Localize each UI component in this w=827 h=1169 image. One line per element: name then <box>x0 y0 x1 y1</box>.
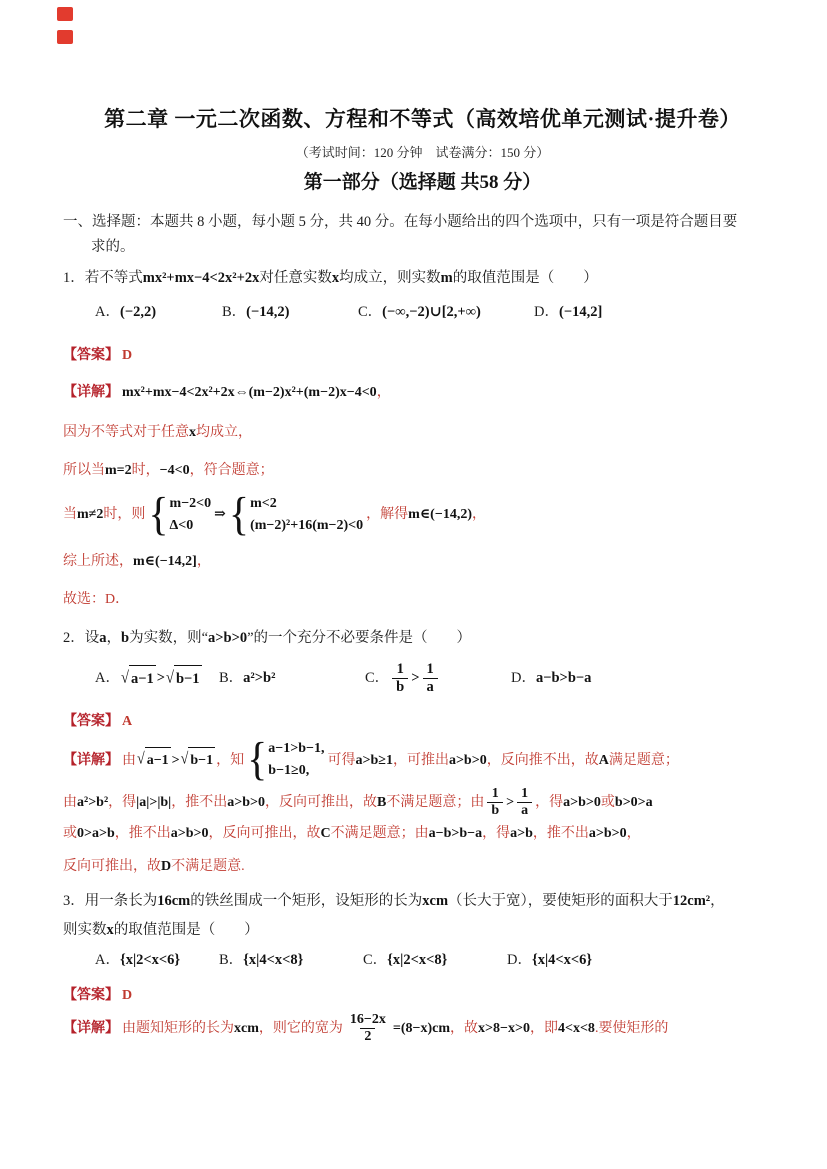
math-inline: mx²+mx−4<2x²+2x <box>142 270 260 286</box>
math-inline: x>8−x>0 <box>478 1021 530 1037</box>
system-row: m<2 <box>250 496 277 511</box>
math-inline: =(8−x)cm <box>392 1021 451 1037</box>
math-inline: a²>b² <box>77 794 109 810</box>
text-run: 则实数 <box>63 921 107 938</box>
left-brace: { <box>228 489 250 540</box>
question-3-answer-line <box>63 983 782 1008</box>
system-rows <box>250 493 363 536</box>
question-3-option-d <box>507 947 782 973</box>
text-run: 对任意实数 <box>259 270 332 286</box>
sqrt-expression <box>181 747 215 773</box>
text-run: ，得 <box>535 794 564 810</box>
math-inline: m∈(−14,2] <box>133 554 197 570</box>
system-rows <box>170 493 212 536</box>
fraction-numerator: 1 <box>426 661 434 678</box>
text-run: 的取值范围是（ ） <box>452 270 598 286</box>
text-run: ， <box>626 825 641 841</box>
question-2-explanation-line3 <box>63 821 782 846</box>
system-row: Δ<0 <box>169 517 194 533</box>
explanation-label: 【详解】 <box>63 1021 119 1037</box>
exam-info: （考试时间：120 分钟 试卷满分：150 分） <box>295 145 550 160</box>
text-run: ， <box>710 892 725 909</box>
math-inline: A <box>598 752 609 768</box>
text-run: 当 <box>63 507 77 523</box>
system-row: a−1>b−1, <box>268 741 325 757</box>
text-run: D． <box>511 670 536 687</box>
question-2-options <box>63 655 782 701</box>
question-2-explanation-line2 <box>63 786 782 819</box>
math-inline: b>0>a <box>614 794 653 810</box>
system-row: (m−2)²+16(m−2)<0 <box>250 517 364 533</box>
math-inline: C <box>320 825 331 841</box>
text-run: 故选：D． <box>63 592 130 608</box>
math-inline: a²>b² <box>243 670 276 687</box>
question-1-answer-line <box>63 343 782 368</box>
math-inline: > <box>171 752 180 768</box>
text-run: .要使矩形的 <box>594 1021 669 1037</box>
math-inline: mx²+mx−4<2x²+2x⇔(m−2)x²+(m−2)x−4<0 <box>122 385 377 400</box>
revision-mark-icon <box>57 30 73 44</box>
math-inline: > <box>506 794 515 810</box>
question-1-explanation-line3 <box>63 458 782 483</box>
text-run: 由题知矩形的长为 <box>122 1021 234 1037</box>
text-run: ，推不出 <box>171 794 228 810</box>
math-inline: {x|4<x<6} <box>531 951 593 968</box>
text-run: ，符合题意； <box>189 463 274 478</box>
text-run: 均成立， <box>196 425 252 440</box>
sqrt-expression <box>166 665 202 692</box>
math-inline: D <box>161 858 172 874</box>
question-1-option-c <box>358 299 534 325</box>
math-inline: 4<x<8 <box>557 1021 595 1037</box>
text-run: 所以当 <box>63 463 105 478</box>
answer-label: 【答案】 <box>63 348 119 363</box>
question-3-explanation-line1 <box>63 1012 782 1045</box>
text-run: 满足题意； <box>608 752 679 768</box>
math-inline: 16cm <box>157 892 191 909</box>
math-inline: {x|2<x<8} <box>387 951 448 968</box>
section-instructions-line1: 一、选择题：本题共 8 小题，每小题 5 分，共 40 分。在每小题给出的四个选项中，只有一项是符合题目要 <box>63 214 738 230</box>
fraction-denominator: b <box>487 802 503 819</box>
fraction <box>423 661 438 695</box>
text-run: B． <box>219 670 244 687</box>
text-run: C． <box>365 670 390 687</box>
question-1-explanation-case <box>63 489 782 540</box>
question-2-option-b <box>219 665 365 691</box>
text-run: 或 <box>63 825 77 841</box>
math-inline: a>b>0 <box>448 752 487 768</box>
question-2-explanation-line1 <box>63 734 782 786</box>
text-run: ，反向推不出，故 <box>486 752 599 768</box>
inequality-system <box>247 734 325 786</box>
radicand: a−1 <box>129 665 156 692</box>
text-run: ，解得 <box>366 507 409 523</box>
math-inline: m <box>440 270 453 286</box>
system-row: m−2<0 <box>169 496 212 511</box>
radicand: b−1 <box>188 747 215 773</box>
text-run: C． <box>363 951 388 968</box>
text-run: 或 <box>600 794 615 810</box>
math-inline: a−b>b−a <box>535 670 592 687</box>
fraction-numerator: 1 <box>396 661 404 678</box>
text-run: ”的一个充分不必要条件是（ ） <box>247 630 472 647</box>
question-2-option-d <box>511 665 782 691</box>
text-run: （长大于宽），要使矩形的面积大于 <box>448 892 673 909</box>
math-inline: −4<0 <box>159 463 190 478</box>
math-inline: a>b>0 <box>563 794 601 810</box>
inequality-system <box>148 489 212 540</box>
text-run: ，反向可推出，故 <box>265 794 378 810</box>
text-run: 不满足题意；由 <box>330 825 429 841</box>
text-run: 反向可推出，故 <box>63 858 161 874</box>
text-run: ，反向可推出，故 <box>208 825 321 841</box>
question-3-option-a <box>95 947 219 973</box>
question-2-explanation-line4 <box>63 854 782 879</box>
math-inline: B <box>377 794 387 810</box>
radicand: a−1 <box>145 747 171 773</box>
text-run: 3．用一条长为 <box>63 892 158 909</box>
text-run: ，推不出 <box>532 825 589 841</box>
math-inline: {x|2<x<6} <box>119 951 181 968</box>
answer-label: 【答案】 <box>63 714 119 730</box>
text-run: 为实数，则“ <box>129 630 209 647</box>
text-run: A． <box>95 304 120 320</box>
math-inline: (−14,2] <box>558 304 603 320</box>
text-run: 可得 <box>327 752 356 768</box>
math-inline: x <box>331 270 340 286</box>
text-run: ，故 <box>450 1021 479 1037</box>
math-inline: a>b>0 <box>208 630 248 647</box>
text-run: 1．若不等式 <box>63 270 143 286</box>
text-run: B． <box>219 951 244 968</box>
text-run: ， <box>196 554 211 570</box>
text-run: ， <box>471 507 486 523</box>
text-run: B． <box>222 304 247 320</box>
explanation-content <box>122 734 679 786</box>
text-run: ，知 <box>216 752 245 768</box>
fraction <box>517 786 532 819</box>
math-inline: a>b>0 <box>170 825 209 841</box>
question-1-option-b <box>222 299 358 325</box>
inequality-system <box>228 489 364 540</box>
question-1-options <box>63 299 782 325</box>
text-run: A． <box>95 670 120 687</box>
question-1-explanation-line5 <box>63 549 782 574</box>
question-2-stem <box>63 626 782 651</box>
fraction-numerator: 16−2x <box>349 1011 386 1027</box>
fraction <box>392 661 408 695</box>
text-run: 不满足题意；由 <box>386 794 485 810</box>
text-run: 的取值范围是（ ） <box>113 921 259 938</box>
math-inline: a>b≥1 <box>355 752 393 768</box>
math-inline: xcm <box>234 1021 259 1037</box>
text-run: C． <box>358 304 383 320</box>
math-inline: > <box>156 670 165 687</box>
math-inline: x <box>189 425 196 440</box>
text-run: 因为不等式对于任意 <box>63 425 189 440</box>
text-run: A． <box>95 951 120 968</box>
radical-sign: √ <box>137 750 145 769</box>
fraction-denominator: 2 <box>360 1028 375 1045</box>
text-run: D． <box>534 304 559 320</box>
text-run: ，得 <box>108 794 137 810</box>
text-run: 时， <box>131 463 160 478</box>
fraction-numerator: 1 <box>491 785 499 801</box>
explanation-content <box>122 385 391 400</box>
math-inline: a>b <box>510 825 533 841</box>
math-inline: a>b>0 <box>588 825 627 841</box>
radical-sign: √ <box>165 668 174 688</box>
text-run: 时，则 <box>103 507 146 523</box>
explanation-label: 【详解】 <box>63 752 119 768</box>
math-inline: > <box>411 670 420 687</box>
math-inline: m∈(−14,2) <box>408 507 472 523</box>
text-run: ，则它的宽为 <box>258 1021 343 1037</box>
math-inline: xcm <box>422 892 449 909</box>
question-1-option-a <box>95 299 222 325</box>
question-3-options <box>63 947 782 973</box>
math-inline: b <box>121 630 130 647</box>
explanation-label: 【详解】 <box>63 385 119 400</box>
question-3-option-c <box>363 947 507 973</box>
text-run: ，推不出 <box>114 825 171 841</box>
text-run: 不满足题意. <box>171 858 245 874</box>
question-2-option-c <box>365 661 511 695</box>
math-inline: (−∞,−2)∪[2,+∞) <box>382 304 481 320</box>
math-inline: (−2,2) <box>119 304 157 320</box>
question-1-stem <box>63 266 782 291</box>
text-run: D． <box>507 951 532 968</box>
text-run: 综上所述， <box>63 554 133 570</box>
part-title: 第一部分（选择题 共58 分） <box>303 172 542 193</box>
math-inline: (−14,2) <box>246 304 290 320</box>
fraction-denominator: a <box>517 802 532 819</box>
question-1-option-d <box>534 299 782 325</box>
math-inline: |a|>|b| <box>136 794 172 810</box>
text-run: 均成立，则实数 <box>339 270 441 286</box>
fraction <box>346 1012 390 1045</box>
radical-sign: √ <box>120 668 129 688</box>
math-inline: a <box>99 630 107 647</box>
text-run: ，即 <box>529 1021 558 1037</box>
math-inline: {x|4<x<8} <box>243 951 304 968</box>
radicand: b−1 <box>174 665 202 692</box>
sqrt-expression <box>137 747 171 773</box>
answer-label: 【答案】 <box>63 987 119 1003</box>
answer-value: D <box>122 348 133 363</box>
question-3-stem-line1 <box>63 889 782 914</box>
text-run: 由 <box>63 794 77 810</box>
system-row: b−1≥0, <box>268 763 310 779</box>
math-inline: x <box>106 921 114 938</box>
question-2-option-a <box>95 665 219 692</box>
question-3-stem-line2 <box>63 918 782 943</box>
fraction-denominator: a <box>423 678 438 696</box>
explanation-content <box>122 1012 668 1045</box>
text-run: 2．设 <box>63 630 100 647</box>
math-inline: ⇒ <box>214 507 226 523</box>
text-run: ，可推出 <box>392 752 449 768</box>
fraction-denominator: b <box>392 678 408 696</box>
text-run: 由 <box>122 752 136 768</box>
question-1-explanation-line1 <box>63 380 782 405</box>
page-title: 第二章 一元二次函数、方程和不等式（高效培优单元测试·提升卷） <box>104 107 741 131</box>
revision-mark-icon <box>57 7 73 21</box>
system-rows <box>268 738 324 781</box>
left-brace: { <box>148 489 169 540</box>
question-1-explanation-line2 <box>63 420 782 445</box>
left-brace: { <box>247 734 268 786</box>
text-run: ， <box>376 385 391 400</box>
sqrt-expression <box>121 665 156 692</box>
fraction-numerator: 1 <box>521 785 529 801</box>
math-inline: 0>a>b <box>77 825 115 841</box>
question-1-conclusion <box>63 587 782 612</box>
math-inline: m=2 <box>105 463 132 478</box>
answer-value: D <box>122 987 133 1003</box>
answer-value: A <box>122 714 133 730</box>
math-inline: 12cm² <box>672 892 711 909</box>
math-inline: a−b>b−a <box>428 825 483 841</box>
question-3-option-b <box>219 947 363 973</box>
text-run: ，得 <box>482 825 511 841</box>
text-run: ， <box>106 630 121 647</box>
text-run: 的铁丝围成一个矩形，设矩形的长为 <box>190 892 423 909</box>
question-2-answer-line <box>63 709 782 734</box>
radical-sign: √ <box>180 750 189 769</box>
fraction <box>487 786 503 819</box>
math-inline: a>b>0 <box>227 794 266 810</box>
section-instructions-line2: 求的。 <box>91 239 135 255</box>
math-inline: m≠2 <box>77 507 104 523</box>
